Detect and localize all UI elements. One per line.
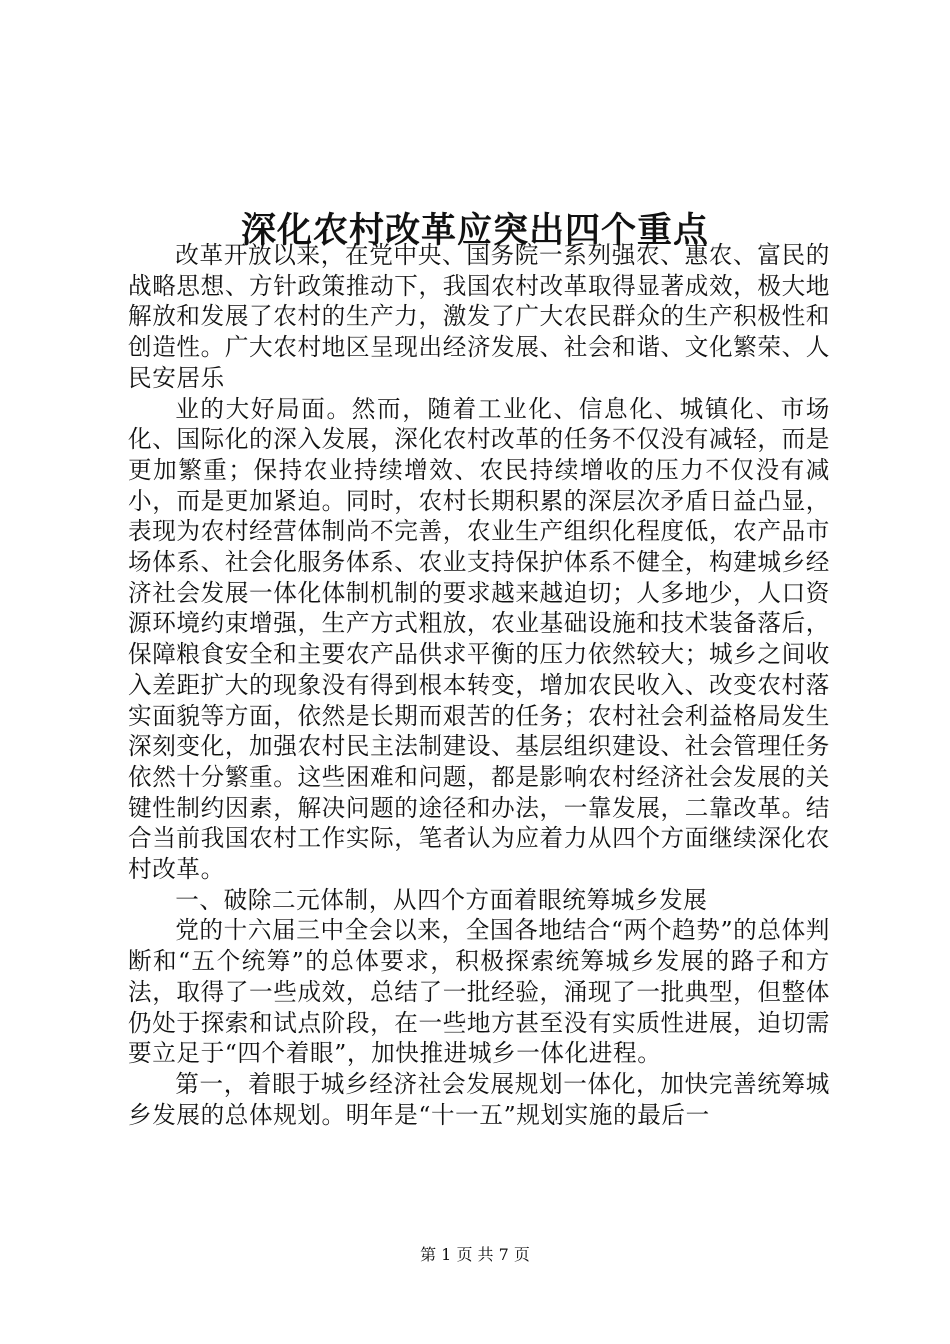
paragraph-problems: 业的大好局面。然而，随着工业化、信息化、城镇化、市场化、国际化的深入发展，深化农村改革的任务不仅没有减轻，而是更加繁重；保持农业持续增效、农民持续增收的压力不仅没有减小，而是更加紧迫。同时，农村长期积累的深层次矛盾日益凸显，表现为农村经营体制尚不完善，农业生产组织化程度低，农产品市场体系、社会化服务体系、农业支持保护体系不健全，构建城乡经济社会发展一体化体制机制的要求越来越迫切；人多地少，人口资源环境约束增强，生产方式粗放，农业基础设施和技术装备落后，保障粮食安全和主要农产品供求平衡的压力依然较大；城乡之间收入差距扩大的现象没有得到根本转变，增加农民收入、改变农村落实面貌等方面，依然是长期而艰苦的任务；农村社会利益格局发生深刻变化，加强农村民主法制建设、基层组织建设、社会管理任务依然十分繁重。这些困难和问题，都是影响农村经济社会发展的关键性制约因素，解决问题的途径和办法，一靠发展，二靠改革。结合当前我国农村工作实际，笔者认为应着力从四个方面继续深化农村改革。 bbox=[128, 394, 830, 884]
paragraph-first-point: 第一，着眼于城乡经济社会发展规划一体化，加快完善统筹城乡发展的总体规划。明年是“十一五”规划实施的最后一 bbox=[128, 1069, 830, 1129]
paragraph-intro: 改革开放以来，在党中央、国务院一系列强农、惠农、富民的战略思想、方针政策推动下，我国农村改革取得显著成效，极大地解放和发展了农村的生产力，激发了广大农民群众的生产积极性和创造性。广大农村地区呈现出经济发展、社会和谐、文化繁荣、人民安居乐 bbox=[128, 241, 830, 392]
document-body bbox=[128, 240, 830, 1130]
document-title: 深化农村改革应突出四个重点 bbox=[240, 210, 709, 252]
page-number-footer: 第 1 页 共 7 页 bbox=[420, 1245, 530, 1264]
section-heading-one: 一、破除二元体制，从四个方面着眼统筹城乡发展 bbox=[175, 885, 708, 914]
paragraph-urban-rural: 党的十六届三中全会以来，全国各地结合“两个趋势”的总体判断和“五个统筹”的总体要求，积极探索统筹城乡发展的路子和方法，取得了一些成效，总结了一批经验，涌现了一批典型，但整体仍处于探索和试点阶段，在一些地方甚至没有实质性进展，迫切需要立足于“四个着眼”，加快推进城乡一体化进程。 bbox=[128, 916, 830, 1068]
